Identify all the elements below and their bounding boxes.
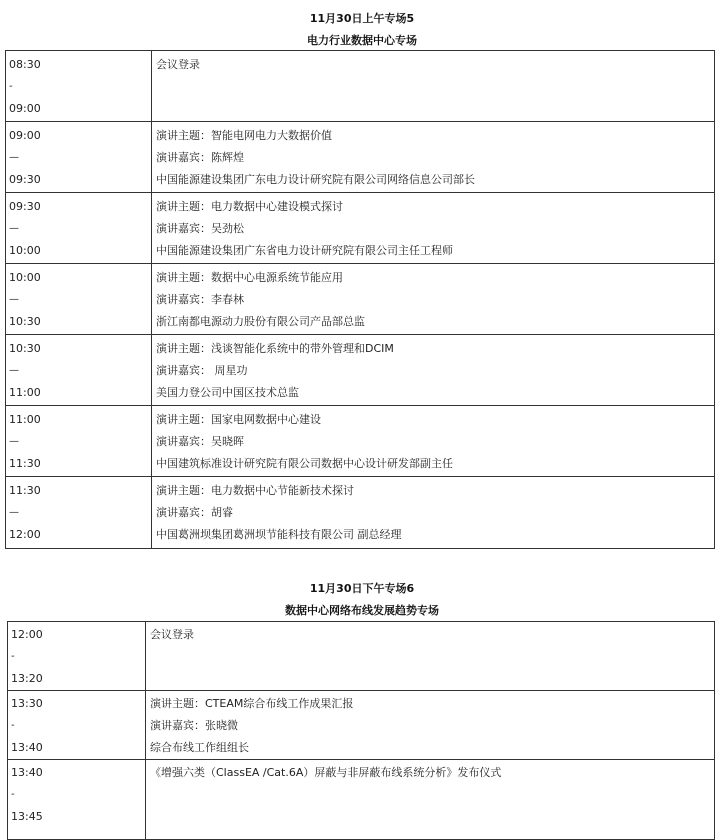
content-cell [152,193,715,264]
time-end: 13:20 [11,672,43,685]
schedule-row [6,51,715,122]
schedule-row [6,122,715,193]
content-line: 中国能源建设集团广东省电力设计研究院有限公司主任工程师 [156,244,453,257]
section1-title: 11月30日上午专场5 [309,12,415,25]
time-separator: - [11,720,15,731]
schedule-row [6,264,715,335]
time-cell [6,477,152,549]
content-line: 中国建筑标准设计研究院有限公司数据中心设计研发部副主任 [156,457,453,470]
time-start: 11:30 [9,484,41,497]
content-line: 浙江南都电源动力股份有限公司产品部总监 [156,315,365,328]
schedule-row [6,335,715,406]
content-line: 演讲嘉宾：吴劲松 [156,222,244,235]
schedule-row [6,477,715,549]
schedule-row [8,760,715,840]
time-start: 13:30 [11,697,43,710]
time-start: 08:30 [9,58,41,71]
time-cell [6,51,152,122]
content-line: 演讲主题：智能电网电力大数据价值 [156,129,332,142]
time-cell [6,406,152,477]
time-end: 11:30 [9,457,41,470]
section2-subtitle: 数据中心网络布线发展趋势专场 [285,604,439,617]
content-cell [152,264,715,335]
time-separator: — [9,365,19,376]
content-line: 演讲嘉宾：胡睿 [156,506,233,519]
content-cell [152,477,715,549]
time-separator: — [9,223,19,234]
time-cell [8,691,146,760]
time-start: 10:30 [9,342,41,355]
time-end: 10:30 [9,315,41,328]
content-line: 中国能源建设集团广东电力设计研究院有限公司网络信息公司部长 [156,173,475,186]
content-line: 演讲主题：CTEAM综合布线工作成果汇报 [150,697,354,710]
content-line: 演讲主题：国家电网数据中心建设 [156,413,321,426]
content-line: 美国力登公司中国区技术总监 [156,386,299,399]
content-line: 综合布线工作组组长 [150,741,249,754]
content-cell [152,122,715,193]
content-cell [146,760,715,840]
time-separator: - [11,789,15,800]
content-line: 演讲嘉宾： 周星功 [156,364,248,377]
content-cell [146,691,715,760]
schedule-body [6,51,715,549]
content-line: 演讲嘉宾：张晓微 [150,719,238,732]
content-line: 演讲主题：电力数据中心节能新技术探讨 [156,484,354,497]
section2-title: 11月30日下午专场6 [309,582,415,595]
time-start: 13:40 [11,766,43,779]
schedule-row [8,691,715,760]
content-line: 演讲嘉宾：吴晓晖 [156,435,244,448]
content-line: 演讲主题：电力数据中心建设模式探讨 [156,200,343,213]
schedule-row [6,193,715,264]
content-line: 会议登录 [156,58,200,71]
schedule-row [6,406,715,477]
time-cell [6,193,152,264]
schedule-table-morning [5,50,715,549]
time-end: 12:00 [9,528,41,541]
schedule-table-afternoon [7,621,715,840]
time-end: 10:00 [9,244,41,257]
time-start: 11:00 [9,413,41,426]
time-start: 10:00 [9,271,41,284]
time-separator: — [9,507,19,518]
time-separator: — [9,294,19,305]
section1-subtitle: 电力行业数据中心专场 [307,34,417,47]
content-line: 演讲嘉宾：李春林 [156,293,244,306]
time-end: 11:00 [9,386,41,399]
time-separator: - [9,81,13,92]
content-line: 会议登录 [150,628,194,641]
schedule-body [8,622,715,840]
time-cell [6,335,152,406]
time-separator: — [9,152,19,163]
time-start: 12:00 [11,628,43,641]
time-end: 13:45 [11,810,43,823]
content-cell [152,406,715,477]
time-start: 09:00 [9,129,41,142]
content-line: 中国葛洲坝集团葛洲坝节能科技有限公司 副总经理 [156,528,402,541]
content-line: 《增强六类（ClassEA /Cat.6A）屏蔽与非屏蔽布线系统分析》发布仪式 [150,766,502,779]
content-cell [152,335,715,406]
time-end: 09:30 [9,173,41,186]
time-cell [8,760,146,840]
time-cell [6,264,152,335]
time-end: 09:00 [9,102,41,115]
content-line: 演讲主题：数据中心电源系统节能应用 [156,271,343,284]
content-line: 演讲嘉宾：陈辉煌 [156,151,244,164]
time-separator: — [9,436,19,447]
content-line: 演讲主题：浅谈智能化系统中的带外管理和DCIM [156,342,394,355]
time-cell [8,622,146,691]
schedule-row [8,622,715,691]
time-end: 13:40 [11,741,43,754]
time-separator: - [11,651,15,662]
content-cell [152,51,715,122]
time-cell [6,122,152,193]
time-start: 09:30 [9,200,41,213]
content-cell [146,622,715,691]
